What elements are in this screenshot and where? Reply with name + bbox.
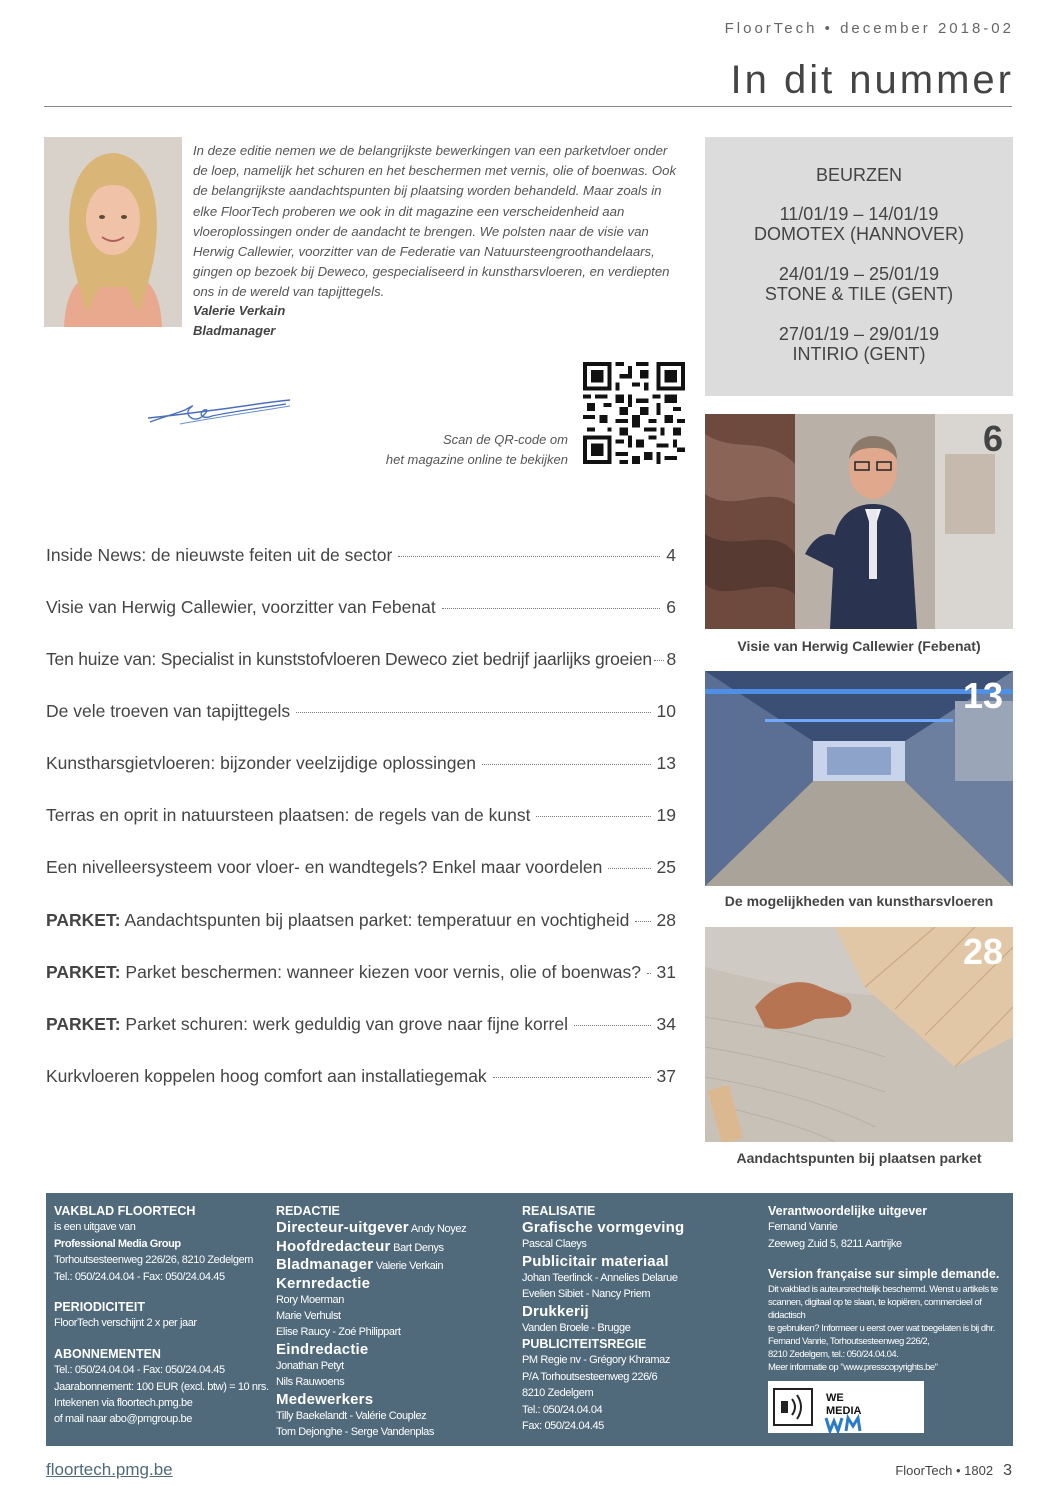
colophon-line: Intekenen via floortech.pmg.be (54, 1397, 193, 1410)
toc-leader (398, 556, 660, 557)
qr-caption-line: het magazine online te bekijken (385, 452, 568, 467)
toc-title: Kunstharsgietvloeren: bijzonder veelzijdige oplossingen (46, 753, 476, 773)
toc-page: 25 (656, 857, 676, 877)
colophon-heading: Verantwoordelijke uitgever (768, 1204, 928, 1218)
colophon-line: Fernand Vanrie (768, 1221, 838, 1234)
colophon-person: Evelien Sibiet - Nancy Priem (522, 1288, 651, 1301)
colophon-small: scannen, digitaal op te slaan, te kopiëren, commercieel of didactisch (768, 1296, 982, 1321)
event-name: INTIRIO (GENT) (792, 344, 926, 364)
toc-leader (574, 1025, 651, 1026)
toc-page: 10 (656, 701, 676, 721)
toc-page: 34 (656, 1014, 676, 1034)
toc-entry[interactable] (46, 545, 676, 566)
colophon-person: Pascal Claeys (522, 1238, 587, 1251)
editorial-text: In deze editie nemen we de belangrijkste bewerkingen van een parketvloer onder de loep, namelijk het schuren en het beschermen met vernis, olie of boenwas. Ook de belangrijkste aandachtspunten bij plaatsing worden behandeld. Maar zoals in elke FloorTech proberen we ook in dit magazine een verscheidenheid aan vloeroplossingen onder de aandacht te brengen. We polsten naar de visie van Herwig Callewier, voorzitter van de Federatie van Natuursteengroothandelaars, gingen op bezoek bij Deweco, gespecialiseerd in kunstharsvloeren, en verdiepten ons in de wereld van tapijttegels. (193, 143, 677, 300)
colophon-role: Directeur-uitgever (276, 1219, 409, 1237)
edition-label: FloorTech • 1802 (895, 1463, 994, 1478)
colophon-person: Jonathan Petyt (276, 1359, 344, 1372)
toc-title: De vele troeven van tapijttegels (46, 701, 291, 721)
toc-title: PARKET: Parket schuren: werk geduldig van grove naar fijne korrel (46, 1014, 569, 1034)
toc-page: 31 (656, 962, 676, 982)
toc-leader (296, 712, 650, 713)
colophon-editorial (276, 1203, 506, 1440)
colophon-line: 8210 Zedelgem (522, 1387, 594, 1400)
colophon-role: Bladmanager (276, 1256, 374, 1274)
colophon-line: Zeeweg Zuid 5, 8211 Aartrijke (768, 1237, 902, 1250)
qr-caption (330, 430, 568, 470)
toc-page: 37 (656, 1066, 676, 1086)
colophon-line: Professional Media Group (54, 1237, 181, 1250)
colophon-person: Valerie Verkain (373, 1260, 444, 1273)
toc-leader (493, 1077, 651, 1078)
toc-title: PARKET: Parket beschermen: wanneer kiezen voor vernis, olie of boenwas? (46, 962, 641, 982)
feature-page-number: 6 (982, 418, 1003, 459)
colophon-role: Publicitair materiaal (522, 1252, 669, 1270)
toc-title: Kurkvloeren koppelen hoog comfort aan installatiegemak (46, 1066, 487, 1086)
colophon-person: Andy Noyez (408, 1223, 467, 1236)
colophon-line: Torhoutsesteenweg 226/26, 8210 Zedelgem (54, 1254, 254, 1267)
beurzen-event (705, 324, 1013, 364)
event-name: DOMOTEX (HANNOVER) (753, 224, 964, 244)
colophon-person: Johan Teerlinck - Annelies Delarue (522, 1271, 678, 1284)
toc-leader (608, 868, 650, 869)
feature-photo-parquet[interactable] (705, 927, 1013, 1142)
member-logos (768, 1381, 924, 1433)
feature-page-number: 13 (962, 675, 1003, 716)
colophon-publisher (54, 1203, 274, 1428)
colophon-small: Fernand Vanrie, Torhoutsesteenweg 226/2, (768, 1335, 930, 1347)
issue-line: FloorTech • december 2018-02 (724, 20, 1014, 37)
beurzen-box (705, 137, 1013, 396)
beurzen-event (705, 264, 1013, 304)
toc-leader (654, 660, 665, 661)
event-dates: 11/01/19 – 14/01/19 (779, 204, 939, 224)
toc-entry[interactable] (46, 805, 676, 826)
toc-leader (482, 764, 651, 765)
colophon-small: Meer informatie op "www.presscopyrights.be" (768, 1361, 938, 1373)
colophon-line: is een uitgave van (54, 1221, 136, 1234)
editorial-author: Valerie Verkain (193, 303, 286, 318)
colophon-small: Dit vakblad is auteursrechtelijk beschermd. Wenst u artikels te (768, 1283, 998, 1295)
colophon-small: 8210 Zedelgem, tel.: 050/24.04.04. (768, 1348, 899, 1360)
colophon-line: of mail naar abo@pmgroup.be (54, 1413, 192, 1426)
toc-entry[interactable] (46, 753, 676, 774)
handwritten-signature (140, 390, 300, 440)
toc-entry[interactable] (46, 962, 676, 983)
colophon-heading: VAKBLAD FLOORTECH (54, 1204, 196, 1218)
toc-entry[interactable] (46, 1014, 676, 1035)
colophon-role: Drukkerij (522, 1302, 589, 1320)
colophon-publisher-responsible (768, 1203, 1008, 1374)
colophon-role: Hoofdredacteur (276, 1237, 391, 1255)
beurzen-title: BEURZEN (815, 165, 902, 185)
toc-page: 8 (666, 649, 676, 669)
colophon-line: P/A Torhoutsesteenweg 226/6 (522, 1370, 658, 1383)
colophon-line: FloorTech verschijnt 2 x per jaar (54, 1317, 197, 1330)
colophon-heading: PERIODICITEIT (54, 1300, 145, 1315)
toc-entry[interactable] (46, 701, 676, 722)
colophon-line: PM Regie nv - Grégory Khramaz (522, 1354, 670, 1367)
colophon-heading: REALISATIE (522, 1204, 596, 1218)
event-dates: 24/01/19 – 25/01/19 (778, 264, 940, 284)
qr-code[interactable] (583, 362, 685, 464)
colophon-person: Tilly Baekelandt - Valérie Couplez (276, 1409, 427, 1422)
editor-portrait (44, 137, 182, 327)
editorial-role: Bladmanager (193, 323, 276, 338)
toc-title: Terras en oprit in natuursteen plaatsen: de regels van de kunst (46, 805, 531, 825)
toc-leader (635, 921, 650, 922)
colophon (46, 1193, 1013, 1446)
toc-entry[interactable] (46, 597, 676, 618)
toc-leader (647, 973, 651, 974)
toc-entry[interactable] (46, 857, 676, 878)
toc-page: 19 (656, 805, 676, 825)
colophon-small: te gebruiken? Informeer u eerst over wat toegelaten is bij dhr. (768, 1322, 995, 1334)
colophon-line: Fax: 050/24.04.45 (522, 1420, 604, 1433)
page-title: In dit nummer (730, 58, 1014, 102)
colophon-heading: PUBLICITEITSREGIE (522, 1337, 647, 1352)
toc-title: Ten huize van: Specialist in kunststofvloeren Deweco ziet bedrijf jaarlijks groeien (46, 649, 652, 669)
beurzen-event (705, 204, 1013, 244)
colophon-person: Marie Verhulst (276, 1310, 341, 1323)
toc-entry[interactable] (46, 649, 676, 670)
colophon-line: Tel.: 050/24.04.04 - Fax: 050/24.04.45 (54, 1364, 225, 1377)
feature-caption: Visie van Herwig Callewier (Febenat) (737, 638, 981, 654)
footer-edition (895, 1462, 1012, 1480)
header-divider (44, 106, 1012, 107)
colophon-person: Nils Rauwoens (276, 1376, 345, 1389)
feature-caption: De mogelijkheden van kunstharsvloeren (724, 893, 994, 909)
toc-leader (536, 816, 650, 817)
colophon-heading: ABONNEMENTEN (54, 1346, 161, 1361)
colophon-heading: REDACTIE (276, 1204, 340, 1218)
colophon-line: Tel.: 050/24.04.04 (522, 1403, 603, 1416)
toc-title: Inside News: de nieuwste feiten uit de sector (46, 545, 393, 565)
colophon-line: Jaarabonnement: 100 EUR (excl. btw) = 10 nrs. (54, 1380, 269, 1393)
colophon-person: Bart Denys (390, 1241, 444, 1254)
colophon-role: Kernredactie (276, 1274, 371, 1292)
colophon-role: Medewerkers (276, 1390, 374, 1408)
toc-page: 6 (666, 597, 676, 617)
colophon-role: Eindredactie (276, 1340, 369, 1358)
toc-page: 13 (656, 753, 676, 773)
feature-caption: Aandachtspunten bij plaatsen parket (736, 1150, 982, 1166)
feature-photo-interview[interactable] (705, 414, 1013, 629)
page-number: 3 (1003, 1462, 1012, 1479)
colophon-person: Elise Raucy - Zoé Philippart (276, 1326, 401, 1339)
website-link[interactable]: floortech.pmg.be (46, 1460, 173, 1479)
toc-title: Een nivelleersysteem voor vloer- en wandtegels? Enkel maar voordelen (46, 857, 603, 877)
feature-page-number: 28 (962, 931, 1003, 972)
colophon-person: Tom Dejonghe - Serge Vandenplas (276, 1426, 435, 1439)
event-dates: 27/01/19 – 29/01/19 (778, 324, 940, 344)
toc-title: Visie van Herwig Callewier, voorzitter van Febenat (46, 597, 436, 617)
toc-page: 28 (656, 910, 676, 930)
toc-entry[interactable] (46, 1066, 676, 1087)
toc-title: PARKET: Aandachtspunten bij plaatsen parket: temperatuur en vochtigheid (46, 910, 630, 930)
qr-caption-line: Scan de QR-code om (442, 432, 568, 447)
colophon-person: Vanden Broele - Brugge (522, 1321, 631, 1334)
colophon-heading: Version française sur simple demande. (768, 1267, 1000, 1282)
colophon-person: Rory Moerman (276, 1293, 344, 1306)
feature-photo-floor[interactable] (705, 671, 1013, 886)
colophon-line: Tel.: 050/24.04.04 - Fax: 050/24.04.45 (54, 1270, 225, 1283)
colophon-role: Grafische vormgeving (522, 1219, 685, 1237)
toc-page: 4 (666, 545, 676, 565)
svg-text:MEDIA: MEDIA (826, 1405, 862, 1417)
toc-entry[interactable] (46, 910, 676, 931)
event-name: STONE & TILE (GENT) (764, 284, 954, 304)
toc-leader (442, 608, 661, 609)
svg-text:WE: WE (826, 1392, 844, 1404)
colophon-production (522, 1203, 752, 1434)
